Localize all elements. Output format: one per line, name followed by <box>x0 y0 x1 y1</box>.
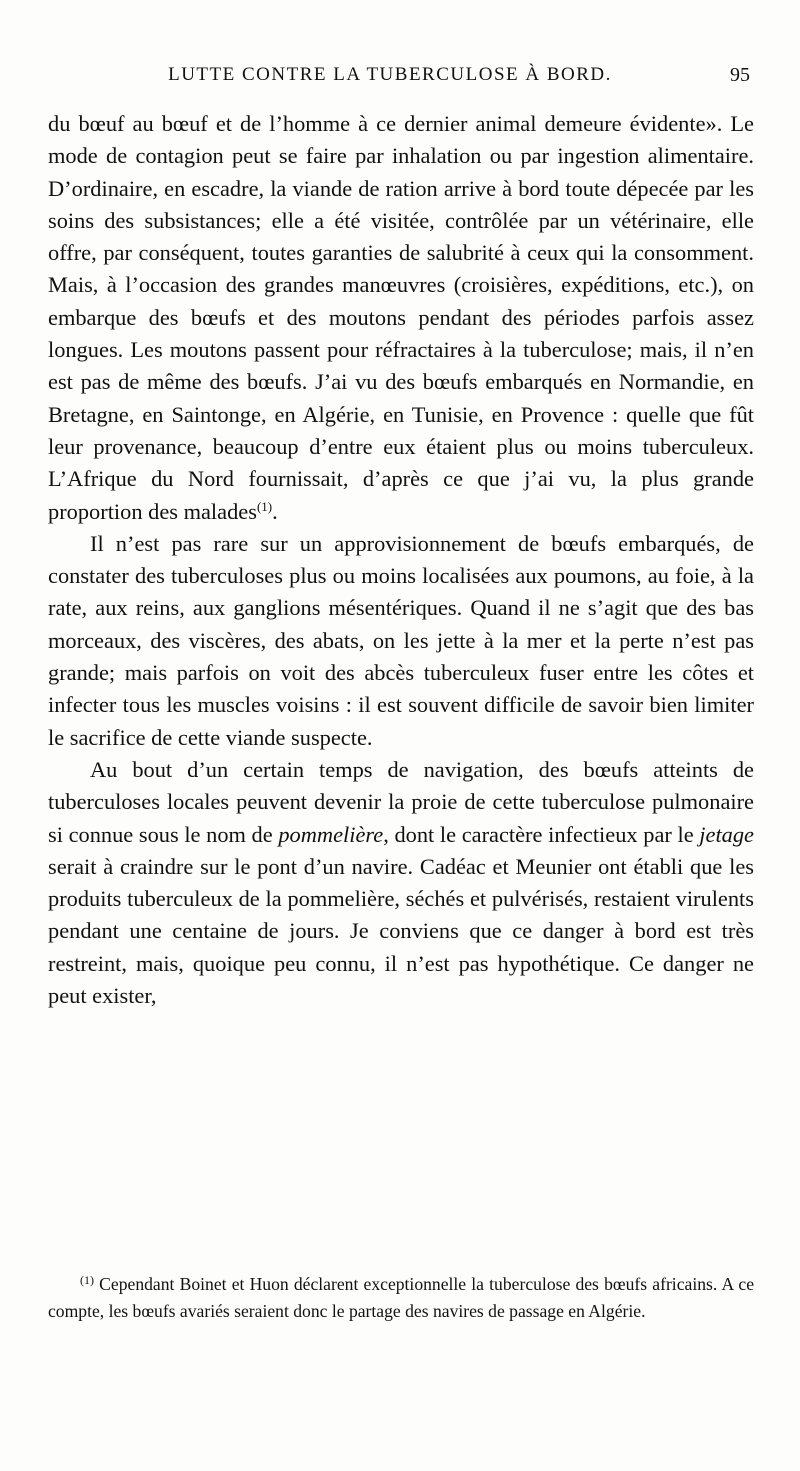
paragraph-3-part-1: Au bout d’un certain temps de navigation, des bœufs atteints de tuberculoses locales peuvent devenir la proie de cette tuberculose pulmonaire si connue sous le nom de <box>48 756 754 847</box>
running-title: LUTTE CONTRE LA TUBERCULOSE À BORD. <box>168 64 612 85</box>
italic-term-pommeliere: pommelière <box>278 821 384 847</box>
paragraph-3-part-3: serait à craindre sur le pont d’un navire. Cadéac et Meunier ont établi que les produits tuberculeux de la pommelière, séchés et pulvérisés, restaient virulents pendant une centaine de jours. Je conviens que ce danger à bord est très restreint, mais, quoique peu connu, il n’est pas hypothétique. Ce danger ne peut exister, <box>48 853 754 1009</box>
body-text <box>48 108 754 1012</box>
italic-term-jetage: jetage <box>699 821 754 847</box>
page-number: 95 <box>730 64 750 86</box>
footnote-text: Cependant Boinet et Huon déclarent exceptionnelle la tuberculose des bœufs africains. A ce compte, les bœufs avariés seraient donc le partage des navires de passage en Algérie. <box>48 1274 754 1321</box>
paragraph-1-text: du bœuf au bœuf et de l’homme à ce dernier animal demeure évidente». Le mode de contagion peut se faire par inhalation ou par ingestion alimentaire. D’ordinaire, en escadre, la viande de ration arrive à bord toute dépecée par les soins des subsistances; elle a été visitée, contrôlée par un vétérinaire, elle offre, par conséquent, toutes garanties de salubrité à ceux qui la consomment. Mais, à l’occasion des grandes manœuvres (croisières, expéditions, etc.), on embarque des bœufs et des moutons pendant des périodes parfois assez longues. Les moutons passent pour réfractaires à la tuberculose; mais, il n’en est pas de même des bœufs. J’ai vu des bœufs embarqués en Normandie, en Bretagne, en Saintonge, en Algérie, en Tunisie, en Provence : quelle que fût leur provenance, beaucoup d’entre eux étaient plus ou moins tuberculeux. L’Afrique du Nord fournissait, d’après ce que j’ai vu, la plus grande proportion des malades <box>48 111 754 524</box>
footnote <box>48 1271 754 1325</box>
page-header <box>0 62 800 92</box>
paragraph-3-part-2: , dont le caractère infectieux par le <box>383 821 700 847</box>
paragraph-1 <box>48 108 754 528</box>
footnote-reference: (1) <box>256 498 273 514</box>
footnote-marker: (1) <box>80 1273 94 1287</box>
paragraph-3 <box>48 754 754 1012</box>
paragraph-1-end: . <box>272 498 278 524</box>
paragraph-2: Il n’est pas rare sur un approvisionnement de bœufs embarqués, de constater des tuberculoses plus ou moins localisées aux poumons, au foie, à la rate, aux reins, aux ganglions mésentériques. Quand il ne s’agit que des bas morceaux, des viscères, des abats, on les jette à la mer et la perte n’est pas grande; mais parfois on voit des abcès tuberculeux fuser entre les côtes et infecter tous les muscles voisins : il est souvent difficile de savoir bien limiter le sacrifice de cette viande suspecte. <box>48 530 754 750</box>
